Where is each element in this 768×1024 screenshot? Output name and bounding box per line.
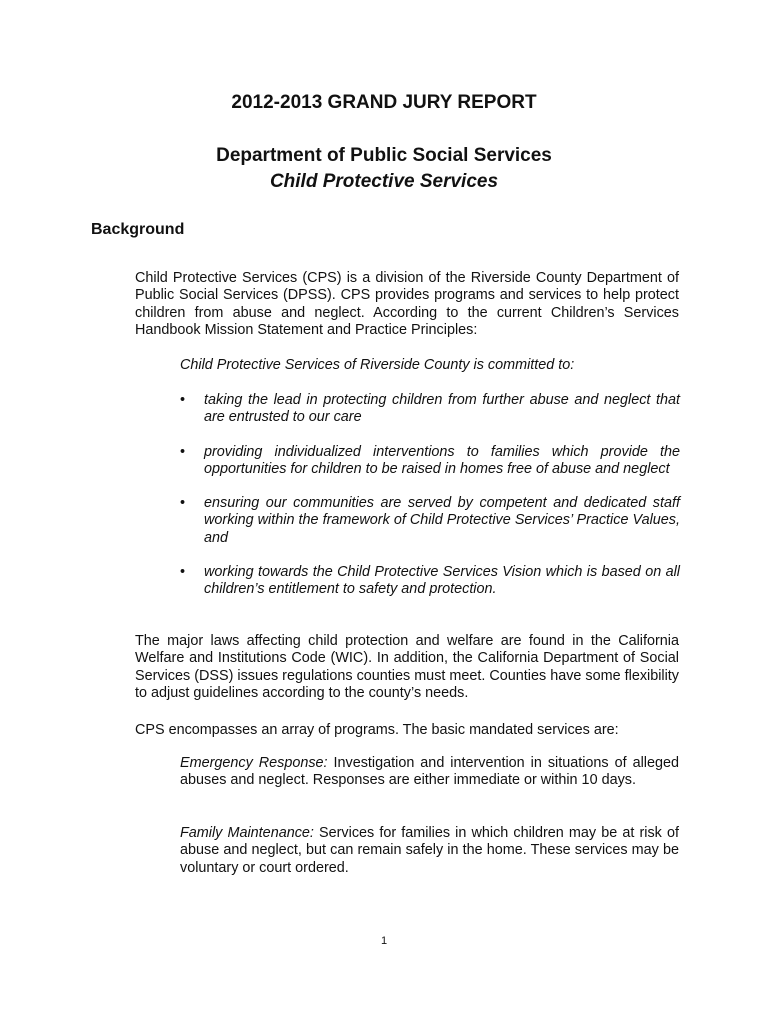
commitment-list xyxy=(180,392,680,616)
list-item-text: providing individualized interventions to families which provide the opportunities for children to be raised in homes free of abuse and neglect xyxy=(204,443,680,477)
bullet-icon: • xyxy=(180,564,186,581)
service-description: Services for families in which children may be at risk of abuse and neglect, but can remain safely in the home. These services may be voluntary or court ordered. xyxy=(180,825,679,876)
service-name: Family Maintenance: xyxy=(180,825,314,841)
list-item xyxy=(180,392,680,427)
document-subtitle: Child Protective Services xyxy=(269,171,499,192)
list-item-text: taking the lead in protecting children from further abuse and neglect that are entrusted to our care xyxy=(204,392,680,426)
list-item xyxy=(180,444,680,479)
list-item-text: ensuring our communities are served by competent and dedicated staff working within the framework of Child Protective Services’ Practice Values, and xyxy=(204,495,680,546)
section-heading-background: Background xyxy=(91,221,185,238)
list-item-text: working towards the Child Protective Services Vision which is based on all children’s entitlement to safety and protection. xyxy=(204,564,680,598)
list-item xyxy=(180,495,680,547)
page-number: 1 xyxy=(380,935,388,947)
bullet-icon: • xyxy=(180,443,186,460)
list-item xyxy=(180,564,680,599)
bullet-icon: • xyxy=(180,392,186,408)
report-title: 2012-2013 GRAND JURY REPORT xyxy=(231,92,537,113)
department-title: Department of Public Social Services xyxy=(216,145,552,166)
programs-intro-paragraph: CPS encompasses an array of programs. The basic mandated services are: xyxy=(135,722,619,738)
laws-paragraph: The major laws affecting child protection and welfare are found in the California Welfare and Institutions Code (WIC). In addition, the California Department of Social Services (DSS) issues regulations counties must meet. Counties have some flexibility to adjust guidelines according to the county’s needs. xyxy=(135,633,679,701)
service-family-maintenance xyxy=(180,825,679,877)
service-description: Investigation and intervention in situations of alleged abuses and neglect. Responses are either immediate or within 10 days. xyxy=(180,755,679,789)
bullet-icon: • xyxy=(180,495,186,512)
service-name: Emergency Response: xyxy=(180,755,328,771)
service-emergency-response xyxy=(180,755,679,790)
commitment-statement: Child Protective Services of Riverside County is committed to: xyxy=(180,357,575,373)
intro-paragraph: Child Protective Services (CPS) is a division of the Riverside County Department of Public Social Services (DPSS). CPS provides programs and services to help protect children from abuse and neglect. According to the current Children’s Services Handbook Mission Statement and Practice Principles: xyxy=(135,270,679,338)
